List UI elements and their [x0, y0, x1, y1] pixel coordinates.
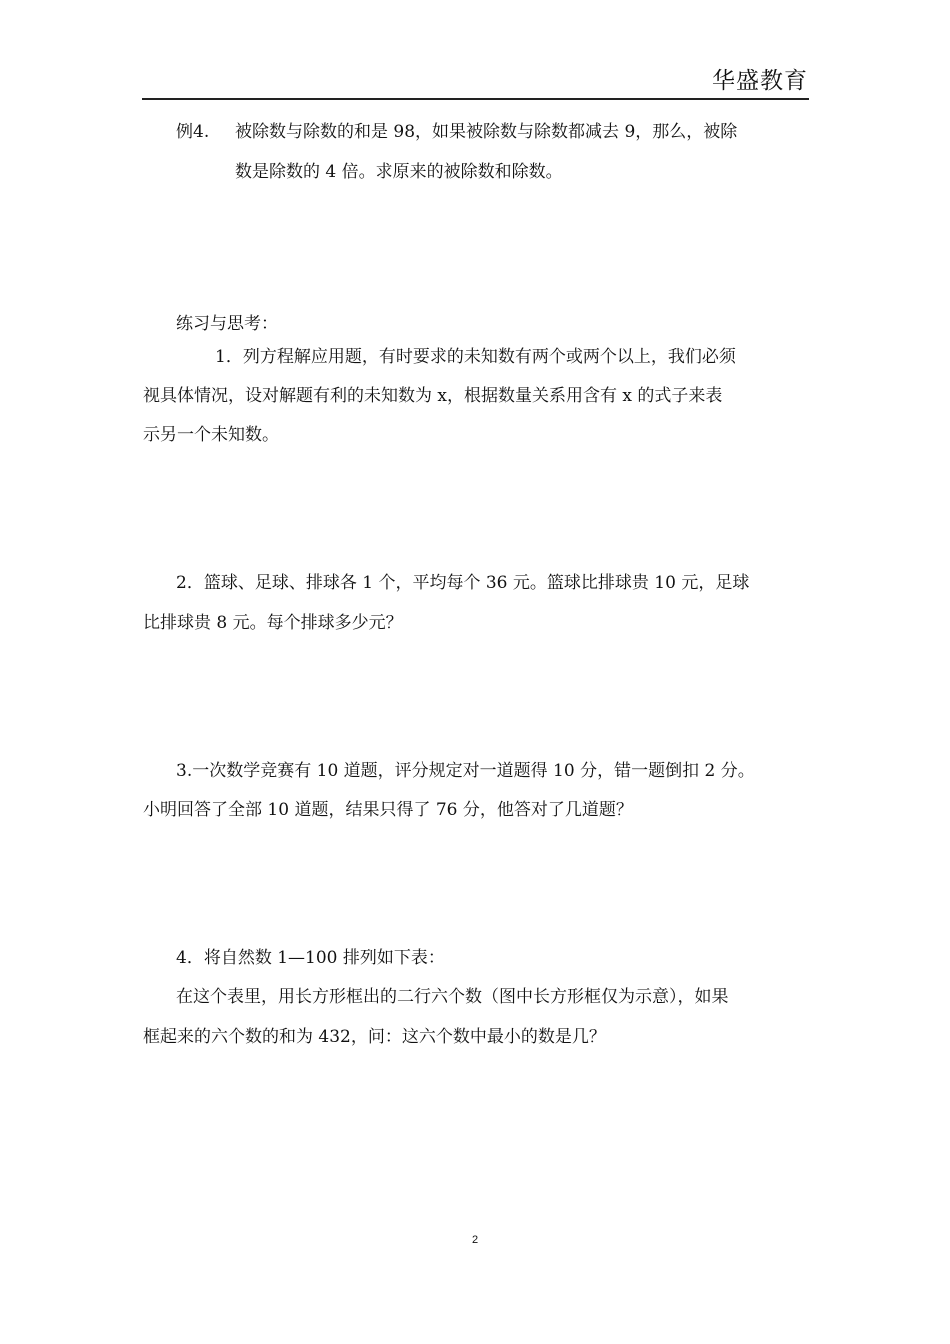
- page-number: 2: [471, 1234, 479, 1246]
- header-title: 华盛教育: [712, 68, 808, 94]
- q4-line2: 在这个表里，用长方形框出的二行六个数（图中长方形框仅为示意），如果: [176, 987, 729, 1007]
- q2-line1: 2．篮球、足球、排球各 1 个，平均每个 36 元。篮球比排球贵 10 元，足球: [176, 573, 750, 593]
- q1-line2: 视具体情况，设对解题有利的未知数为 x，根据数量关系用含有 x 的式子来表: [143, 386, 723, 406]
- q2-line2: 比排球贵 8 元。每个排球多少元？: [143, 613, 403, 633]
- example4-line2: 数是除数的 4 倍。求原来的被除数和除数。: [235, 162, 563, 182]
- q3-line2: 小明回答了全部 10 道题，结果只得了 76 分，他答对了几道题？: [143, 800, 633, 820]
- q4-line1: 4．将自然数 1—100 排列如下表：: [176, 948, 445, 968]
- example4-label: 例4.: [176, 122, 210, 142]
- header-divider: [142, 98, 809, 100]
- q3-line1: 3.一次数学竞赛有 10 道题，评分规定对一道题得 10 分，错一题倒扣 2 分。: [176, 761, 755, 781]
- practice-heading: 练习与思考：: [176, 314, 278, 334]
- q4-line3: 框起来的六个数的和为 432，问：这六个数中最小的数是几？: [143, 1027, 606, 1047]
- q1-line3: 示另一个未知数。: [143, 425, 279, 445]
- q1-line1: 1．列方程解应用题，有时要求的未知数有两个或两个以上，我们必须: [215, 347, 736, 367]
- example4-line1: 被除数与除数的和是 98，如果被除数与除数都减去 9，那么，被除: [235, 122, 738, 142]
